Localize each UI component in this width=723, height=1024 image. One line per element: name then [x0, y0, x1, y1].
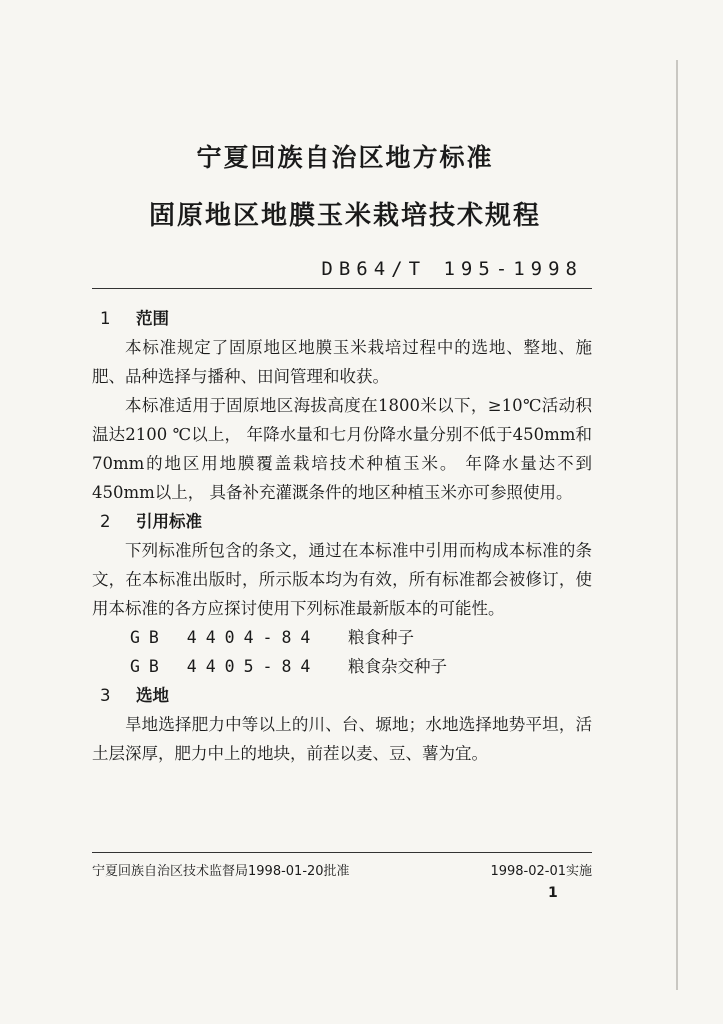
reference-name: 粮食种子 [348, 628, 414, 647]
section-title: 范围 [136, 309, 169, 328]
page-number: 1 [548, 885, 558, 901]
paragraph: 下列标准所包含的条文，通过在本标准中引用而构成本标准的条文，在本标准出版时，所示版本均为有效，所有标准都会被修订，使用本标准的各方应探讨使用下列标准最新版本的可能性。 [92, 541, 592, 618]
footer-divider [92, 852, 592, 853]
paragraph: 旱地选择肥力中等以上的川、台、塬地；水地选择地势平坦，活土层深厚，肥力中上的地块，前茬以麦、豆、薯为宜。 [92, 715, 592, 763]
standard-code: DB64/T 195-1998 [321, 258, 583, 280]
reference-item [92, 652, 592, 681]
approval-date: 宁夏回族自治区技术监督局1998-01-20批准 [92, 864, 350, 879]
section-heading [92, 304, 592, 333]
section-number: 3 [100, 686, 111, 705]
section-heading [92, 681, 592, 710]
implementation-date: 1998-02-01实施 [490, 864, 592, 879]
section-number: 2 [100, 512, 111, 531]
header-divider [92, 288, 592, 289]
reference-name: 粮食杂交种子 [348, 657, 447, 676]
section-heading [92, 507, 592, 536]
reference-item [92, 623, 592, 652]
reference-code: GB 4405-84 [130, 657, 320, 676]
document-body [92, 304, 592, 768]
paragraph: 本标准适用于固原地区海拔高度在1800米以下，≥10℃活动积温达2100 ℃以上， 年降水量和七月份降水量分别不低于450mm和70mm的地区用地膜覆盖栽培技术种植玉米。 年降水量达不到450mm以上， 具备补充灌溉条件的地区种植玉米亦可参照使用。 [92, 396, 592, 502]
reference-code: GB 4404-84 [130, 628, 320, 647]
section-number: 1 [100, 309, 111, 328]
paragraph: 本标准规定了固原地区地膜玉米栽培过程中的选地、整地、施肥、品种选择与播种、田间管理和收获。 [92, 338, 592, 386]
section-title: 选地 [136, 686, 169, 705]
issuing-organization: 宁夏回族自治区地方标准 [196, 143, 494, 172]
document-title: 固原地区地膜玉米栽培技术规程 [148, 201, 541, 231]
section-title: 引用标准 [136, 512, 202, 531]
